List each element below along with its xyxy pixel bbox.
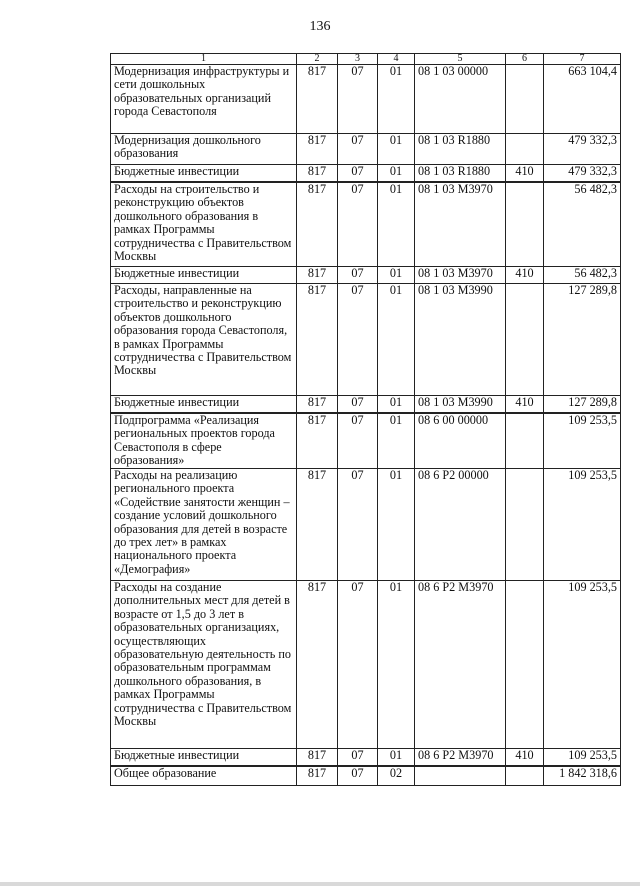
row-admin-code-cell: 817 xyxy=(297,396,338,414)
row-target-code-cell: 08 6 P2 M3970 xyxy=(415,749,506,767)
row-amount-cell: 1 842 318,6 xyxy=(544,766,621,786)
column-header: 4 xyxy=(378,54,415,65)
row-subsection-cell: 01 xyxy=(378,396,415,414)
table-row xyxy=(111,413,621,469)
row-target-code-cell: 08 1 03 R1880 xyxy=(415,165,506,183)
row-amount-cell: 109 253,5 xyxy=(544,749,621,767)
row-amount-cell: 663 104,4 xyxy=(544,65,621,134)
row-name-cell: Расходы, направленные на строительство и реконструкцию объектов дошкольного образования города Севастополя, в рамках Программы сотрудничества с Правительством Москвы xyxy=(111,284,297,396)
row-admin-code-cell: 817 xyxy=(297,165,338,183)
row-admin-code-cell: 817 xyxy=(297,413,338,469)
row-amount-cell: 109 253,5 xyxy=(544,469,621,581)
row-name-cell: Бюджетные инвестиции xyxy=(111,267,297,284)
row-expense-type-cell: 410 xyxy=(506,165,544,183)
row-section-cell: 07 xyxy=(338,469,378,581)
row-admin-code-cell: 817 xyxy=(297,267,338,284)
row-name-cell: Бюджетные инвестиции xyxy=(111,396,297,414)
row-admin-code-cell: 817 xyxy=(297,749,338,767)
row-amount-cell: 479 332,3 xyxy=(544,134,621,165)
column-header: 5 xyxy=(415,54,506,65)
row-name-cell: Общее образование xyxy=(111,766,297,786)
row-amount-cell: 127 289,8 xyxy=(544,396,621,414)
row-admin-code-cell: 817 xyxy=(297,182,338,267)
row-section-cell: 07 xyxy=(338,581,378,749)
row-target-code-cell: 08 1 03 M3970 xyxy=(415,267,506,284)
row-expense-type-cell: 410 xyxy=(506,267,544,284)
row-name-cell: Бюджетные инвестиции xyxy=(111,749,297,767)
row-section-cell: 07 xyxy=(338,267,378,284)
row-amount-cell: 109 253,5 xyxy=(544,581,621,749)
row-subsection-cell: 01 xyxy=(378,469,415,581)
row-subsection-cell: 01 xyxy=(378,182,415,267)
column-header: 7 xyxy=(544,54,621,65)
row-name-cell: Подпрограмма «Реализация региональных проектов города Севастополя в сфере образования» xyxy=(111,413,297,469)
column-header: 6 xyxy=(506,54,544,65)
column-header: 1 xyxy=(111,54,297,65)
row-section-cell: 07 xyxy=(338,396,378,414)
row-name-cell: Расходы на создание дополнительных мест для детей в возрасте от 1,5 до 3 лет в образовательных организациях, осуществляющих образовательную деятельность по образовательным программам дошкольного образования, в рамках Программы сотрудничества с Правительством Москвы xyxy=(111,581,297,749)
budget-table xyxy=(110,53,621,786)
row-name-cell: Модернизация инфраструктуры и сети дошкольных образовательных организаций города Севастополя xyxy=(111,65,297,134)
row-section-cell: 07 xyxy=(338,65,378,134)
row-subsection-cell: 01 xyxy=(378,134,415,165)
row-subsection-cell: 01 xyxy=(378,284,415,396)
row-section-cell: 07 xyxy=(338,284,378,396)
table-row xyxy=(111,182,621,267)
row-name-cell: Бюджетные инвестиции xyxy=(111,165,297,183)
row-admin-code-cell: 817 xyxy=(297,766,338,786)
row-admin-code-cell: 817 xyxy=(297,284,338,396)
row-subsection-cell: 01 xyxy=(378,413,415,469)
row-name-cell: Расходы на реализацию регионального проекта «Содействие занятости женщин – создание условий дошкольного образования для детей в возрасте до трех лет» в рамках национального проекта «Демография» xyxy=(111,469,297,581)
row-expense-type-cell xyxy=(506,469,544,581)
row-expense-type-cell xyxy=(506,65,544,134)
row-section-cell: 07 xyxy=(338,413,378,469)
row-target-code-cell: 08 6 P2 M3970 xyxy=(415,581,506,749)
row-target-code-cell: 08 1 03 M3990 xyxy=(415,396,506,414)
row-subsection-cell: 01 xyxy=(378,65,415,134)
column-header: 3 xyxy=(338,54,378,65)
row-amount-cell: 127 289,8 xyxy=(544,284,621,396)
row-expense-type-cell xyxy=(506,581,544,749)
table-row xyxy=(111,267,621,284)
row-admin-code-cell: 817 xyxy=(297,581,338,749)
row-expense-type-cell: 410 xyxy=(506,396,544,414)
row-admin-code-cell: 817 xyxy=(297,469,338,581)
row-section-cell: 07 xyxy=(338,182,378,267)
row-amount-cell: 109 253,5 xyxy=(544,413,621,469)
row-target-code-cell: 08 1 03 M3970 xyxy=(415,182,506,267)
row-name-cell: Расходы на строительство и реконструкцию объектов дошкольного образования в рамках Программы сотрудничества с Правительством Москвы xyxy=(111,182,297,267)
table-row xyxy=(111,469,621,581)
row-expense-type-cell xyxy=(506,766,544,786)
table-row xyxy=(111,165,621,183)
row-section-cell: 07 xyxy=(338,766,378,786)
row-target-code-cell: 08 1 03 M3990 xyxy=(415,284,506,396)
table-row xyxy=(111,766,621,786)
row-expense-type-cell: 410 xyxy=(506,749,544,767)
table-row xyxy=(111,284,621,396)
row-admin-code-cell: 817 xyxy=(297,65,338,134)
row-target-code-cell: 08 6 00 00000 xyxy=(415,413,506,469)
row-section-cell: 07 xyxy=(338,165,378,183)
row-subsection-cell: 02 xyxy=(378,766,415,786)
row-section-cell: 07 xyxy=(338,749,378,767)
table-row xyxy=(111,396,621,414)
column-header: 2 xyxy=(297,54,338,65)
row-target-code-cell: 08 1 03 R1880 xyxy=(415,134,506,165)
table-row xyxy=(111,749,621,767)
row-subsection-cell: 01 xyxy=(378,581,415,749)
table-row xyxy=(111,65,621,134)
row-expense-type-cell xyxy=(506,182,544,267)
table-header-row xyxy=(111,54,621,65)
row-expense-type-cell xyxy=(506,134,544,165)
row-subsection-cell: 01 xyxy=(378,165,415,183)
row-section-cell: 07 xyxy=(338,134,378,165)
row-target-code-cell: 08 6 P2 00000 xyxy=(415,469,506,581)
row-admin-code-cell: 817 xyxy=(297,134,338,165)
row-name-cell: Модернизация дошкольного образования xyxy=(111,134,297,165)
row-expense-type-cell xyxy=(506,284,544,396)
table-row xyxy=(111,134,621,165)
row-target-code-cell: 08 1 03 00000 xyxy=(415,65,506,134)
row-amount-cell: 479 332,3 xyxy=(544,165,621,183)
row-subsection-cell: 01 xyxy=(378,267,415,284)
scan-edge xyxy=(0,882,640,886)
page-number: 136 xyxy=(309,19,331,34)
table-row xyxy=(111,581,621,749)
row-subsection-cell: 01 xyxy=(378,749,415,767)
row-amount-cell: 56 482,3 xyxy=(544,182,621,267)
row-expense-type-cell xyxy=(506,413,544,469)
row-amount-cell: 56 482,3 xyxy=(544,267,621,284)
row-target-code-cell xyxy=(415,766,506,786)
